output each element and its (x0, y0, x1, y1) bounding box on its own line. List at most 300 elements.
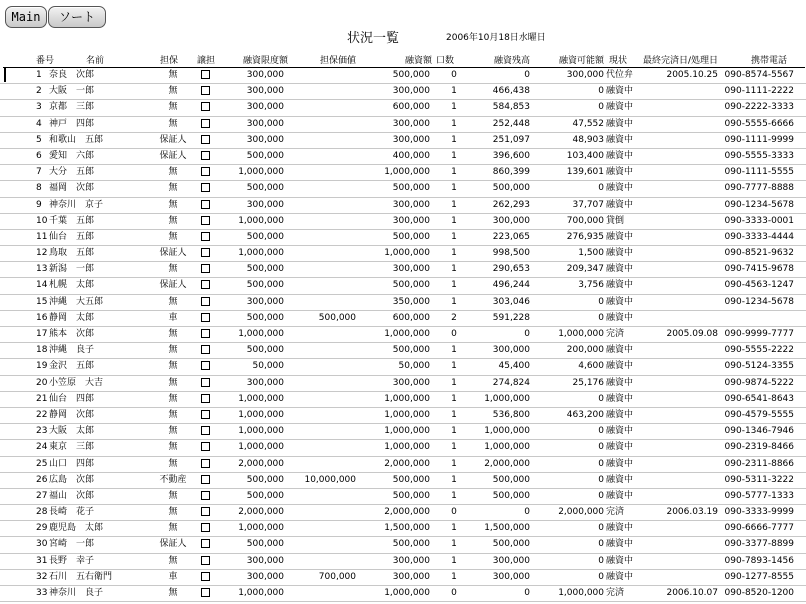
row-phone: 090-7893-1456 (724, 555, 794, 566)
row-count: 1 (451, 150, 457, 161)
row-collateral: 無 (168, 361, 178, 372)
row-name: 金沢 五郎 (49, 361, 95, 372)
row-status: 融資中 (606, 312, 634, 323)
transfer-checkbox[interactable] (201, 394, 210, 403)
row-status: 貸倒 (606, 215, 625, 226)
row-no: 1 (36, 70, 42, 80)
row-limit: 500,000 (246, 150, 284, 161)
table-row[interactable] (0, 586, 806, 602)
transfer-checkbox[interactable] (201, 491, 210, 500)
row-balance: 466,438 (492, 86, 530, 97)
row-limit: 300,000 (246, 86, 284, 97)
table-row[interactable] (0, 230, 806, 246)
row-status: 融資中 (606, 442, 634, 453)
row-limit: 1,000,000 (238, 215, 284, 226)
row-available: 0 (598, 539, 604, 550)
row-balance: 0 (524, 329, 530, 339)
transfer-checkbox[interactable] (201, 167, 210, 176)
row-name: 小笠原 大吉 (49, 377, 104, 388)
row-phone: 090-8521-9632 (724, 248, 794, 259)
row-collateral: 保証人 (159, 248, 187, 259)
row-status: 融資中 (606, 264, 634, 275)
transfer-checkbox[interactable] (201, 475, 210, 484)
row-no: 8 (36, 183, 42, 194)
row-loan: 1,000,000 (384, 393, 430, 404)
row-available: 47,552 (572, 118, 604, 129)
row-collateral: 無 (168, 490, 178, 501)
row-no: 7 (36, 167, 42, 178)
row-collateral: 車 (168, 571, 178, 582)
row-name: 新潟 一郎 (49, 264, 95, 275)
table-row[interactable] (0, 84, 806, 100)
table-row[interactable] (0, 181, 806, 197)
row-balance: 500,000 (492, 474, 530, 485)
row-limit: 500,000 (246, 345, 284, 356)
transfer-checkbox[interactable] (201, 200, 210, 209)
row-phone: 090-3377-8899 (724, 539, 794, 550)
transfer-checkbox[interactable] (201, 135, 210, 144)
header-loan: 融資額 (404, 56, 432, 66)
row-loan: 500,000 (392, 183, 430, 194)
row-phone: 090-1111-5555 (724, 167, 794, 178)
row-status: 融資中 (606, 199, 634, 210)
row-available: 3,756 (578, 280, 604, 291)
row-name: 千葉 五郎 (49, 215, 95, 226)
transfer-checkbox[interactable] (201, 216, 210, 225)
row-available: 0 (598, 312, 604, 323)
row-limit: 500,000 (246, 183, 284, 194)
table-row[interactable] (0, 68, 806, 84)
row-no: 9 (36, 199, 42, 210)
header-available: 融資可能額 (558, 56, 604, 66)
table-row[interactable] (0, 392, 806, 408)
row-balance: 223,065 (492, 231, 530, 242)
table-row[interactable] (0, 457, 806, 473)
row-no: 29 (36, 523, 48, 534)
row-name: 東京 三郎 (49, 442, 95, 453)
row-count: 0 (451, 507, 457, 518)
row-name: 愛知 六郎 (49, 150, 95, 161)
table-row[interactable] (0, 343, 806, 359)
row-count: 1 (451, 571, 457, 582)
row-available: 0 (598, 490, 604, 501)
row-balance: 300,000 (492, 345, 530, 356)
row-name: 和歌山 五郎 (49, 134, 104, 145)
row-loan: 300,000 (392, 555, 430, 566)
row-loan: 500,000 (392, 345, 430, 356)
row-available: 700,000 (566, 215, 604, 226)
page-title: 状況一覧 (347, 31, 400, 46)
table-row[interactable] (0, 278, 806, 294)
row-count: 1 (451, 280, 457, 291)
row-no: 21 (36, 393, 48, 404)
row-phone: 090-1111-2222 (724, 86, 794, 97)
row-status: 融資中 (606, 458, 634, 469)
main-button[interactable]: Main (5, 6, 47, 28)
header-transfer: 譲担 (197, 56, 216, 66)
row-collateral: 無 (168, 102, 178, 113)
row-balance: 860,399 (492, 167, 530, 178)
row-loan: 1,000,000 (384, 442, 430, 453)
row-status: 融資中 (606, 474, 634, 485)
row-status: 融資中 (606, 102, 634, 113)
table-row[interactable] (0, 359, 806, 375)
header-limit: 融資限度額 (242, 56, 288, 66)
row-limit: 1,000,000 (238, 167, 284, 178)
row-balance: 251,097 (492, 134, 530, 145)
row-collateral: 無 (168, 231, 178, 242)
row-collateral: 無 (168, 555, 178, 566)
row-limit: 300,000 (246, 102, 284, 113)
row-available: 1,000,000 (558, 329, 604, 339)
row-no: 3 (36, 102, 42, 113)
row-phone: 090-1111-9999 (724, 134, 794, 145)
report-date: 2006年10月18日水曜日 (446, 33, 546, 43)
table-row[interactable] (0, 214, 806, 230)
table-row[interactable] (0, 327, 806, 343)
row-count: 1 (451, 523, 457, 534)
row-balance: 1,500,000 (484, 523, 530, 534)
row-loan: 300,000 (392, 215, 430, 226)
row-name: 神奈川 良子 (49, 588, 104, 598)
row-loan: 350,000 (392, 296, 430, 307)
row-limit: 1,000,000 (238, 329, 284, 339)
row-count: 1 (451, 361, 457, 372)
row-phone: 090-5311-3222 (724, 474, 794, 485)
row-count: 1 (451, 474, 457, 485)
row-phone: 090-9999-7777 (724, 329, 794, 339)
table-row[interactable] (0, 489, 806, 505)
table-row[interactable] (0, 262, 806, 278)
row-count: 1 (451, 345, 457, 356)
table-row[interactable] (0, 295, 806, 311)
row-collateral: 無 (168, 377, 178, 388)
row-count: 1 (451, 199, 457, 210)
row-no: 31 (36, 555, 48, 566)
table-row[interactable] (0, 133, 806, 149)
row-balance: 591,228 (492, 312, 530, 323)
row-name: 沖縄 大五郎 (49, 296, 104, 307)
row-name: 広島 次郎 (49, 474, 95, 485)
row-balance: 274,824 (492, 377, 530, 388)
transfer-checkbox[interactable] (201, 102, 210, 111)
row-count: 1 (451, 442, 457, 453)
row-status: 融資中 (606, 523, 634, 534)
row-phone: 090-1277-8555 (724, 571, 794, 582)
row-balance: 500,000 (492, 183, 530, 194)
row-limit: 300,000 (246, 199, 284, 210)
row-count: 1 (451, 167, 457, 178)
row-loan: 500,000 (392, 539, 430, 550)
row-limit: 1,000,000 (238, 426, 284, 437)
row-available: 0 (598, 555, 604, 566)
row-phone: 090-8520-1200 (724, 588, 794, 598)
row-limit: 300,000 (246, 571, 284, 582)
transfer-checkbox[interactable] (201, 507, 210, 516)
row-name: 長野 幸子 (49, 555, 95, 566)
row-balance: 300,000 (492, 215, 530, 226)
row-balance: 290,653 (492, 264, 530, 275)
row-no: 14 (36, 280, 48, 291)
row-loan: 400,000 (392, 150, 430, 161)
row-status: 融資中 (606, 118, 634, 129)
row-collateral-value: 500,000 (318, 312, 356, 323)
row-available: 0 (598, 571, 604, 582)
row-phone: 090-1346-7946 (724, 426, 794, 437)
header-name: 名前 (86, 56, 105, 66)
row-phone: 090-3333-9999 (724, 507, 794, 518)
row-limit: 2,000,000 (238, 507, 284, 518)
table-row[interactable] (0, 100, 806, 116)
row-count: 1 (451, 102, 457, 113)
row-available: 139,601 (566, 167, 604, 178)
table-row[interactable] (0, 521, 806, 537)
row-balance: 303,046 (492, 296, 530, 307)
transfer-checkbox[interactable] (201, 345, 210, 354)
row-limit: 500,000 (246, 231, 284, 242)
transfer-checkbox[interactable] (201, 572, 210, 581)
row-name: 沖縄 良子 (49, 345, 95, 356)
row-status: 融資中 (606, 361, 634, 372)
row-limit: 500,000 (246, 539, 284, 550)
row-count: 1 (451, 231, 457, 242)
row-loan: 1,000,000 (384, 329, 430, 339)
table-row[interactable] (0, 424, 806, 440)
row-available: 25,176 (572, 377, 604, 388)
row-name: 仙台 五郎 (49, 231, 95, 242)
row-name: 福山 次郎 (49, 490, 95, 501)
transfer-checkbox[interactable] (201, 378, 210, 387)
row-phone: 090-5124-3355 (724, 361, 794, 372)
row-no: 24 (36, 442, 48, 453)
transfer-checkbox[interactable] (201, 442, 210, 451)
row-phone: 090-7777-8888 (724, 183, 794, 194)
row-phone: 090-5777-1333 (724, 490, 794, 501)
row-status: 融資中 (606, 393, 634, 404)
row-collateral: 保証人 (159, 150, 187, 161)
row-name: 長崎 花子 (49, 507, 95, 518)
row-collateral: 無 (168, 345, 178, 356)
row-phone: 090-2222-3333 (724, 102, 794, 113)
row-status: 融資中 (606, 555, 634, 566)
transfer-checkbox[interactable] (201, 329, 210, 338)
row-status: 融資中 (606, 248, 634, 259)
transfer-checkbox[interactable] (201, 523, 210, 532)
table-row[interactable] (0, 149, 806, 165)
row-phone: 090-5555-2222 (724, 345, 794, 356)
row-status: 融資中 (606, 150, 634, 161)
transfer-checkbox[interactable] (201, 426, 210, 435)
transfer-checkbox[interactable] (201, 556, 210, 565)
row-no: 2 (36, 86, 42, 97)
row-limit: 1,000,000 (238, 523, 284, 534)
row-loan: 300,000 (392, 199, 430, 210)
row-loan: 500,000 (392, 231, 430, 242)
row-limit: 300,000 (246, 296, 284, 307)
row-no: 4 (36, 118, 42, 129)
transfer-checkbox[interactable] (201, 119, 210, 128)
row-balance: 0 (524, 507, 530, 518)
row-available: 276,935 (566, 231, 604, 242)
row-status: 完済 (606, 329, 625, 339)
row-last-date: 2005.09.08 (666, 329, 718, 339)
row-balance: 45,400 (498, 361, 530, 372)
row-balance: 300,000 (492, 555, 530, 566)
row-count: 0 (451, 329, 457, 339)
table-row[interactable] (0, 376, 806, 392)
row-name: 鹿児島 太郎 (49, 523, 104, 534)
header-last-date: 最終完済日/処理日 (643, 56, 719, 66)
row-loan: 1,000,000 (384, 426, 430, 437)
row-collateral: 不動産 (159, 474, 187, 485)
row-no: 11 (36, 231, 48, 242)
transfer-checkbox[interactable] (201, 248, 210, 257)
table-row[interactable] (0, 570, 806, 586)
row-name: 大阪 一郎 (49, 86, 95, 97)
transfer-checkbox[interactable] (201, 70, 210, 79)
row-available: 0 (598, 442, 604, 453)
row-count: 1 (451, 458, 457, 469)
row-phone: 090-8574-5567 (724, 70, 794, 80)
row-count: 1 (451, 426, 457, 437)
row-loan: 1,000,000 (384, 409, 430, 420)
table-row[interactable] (0, 165, 806, 181)
row-balance: 1,000,000 (484, 442, 530, 453)
sort-button[interactable]: ソート (48, 6, 106, 28)
row-count: 1 (451, 377, 457, 388)
row-status: 融資中 (606, 86, 634, 97)
row-collateral: 保証人 (159, 539, 187, 550)
row-name: 熊本 次郎 (49, 329, 95, 339)
row-no: 15 (36, 296, 48, 307)
row-balance: 0 (524, 588, 530, 598)
table-row[interactable] (0, 311, 806, 327)
row-no: 27 (36, 490, 48, 501)
transfer-checkbox[interactable] (201, 313, 210, 322)
row-no: 25 (36, 458, 48, 469)
row-loan: 300,000 (392, 264, 430, 275)
row-collateral: 無 (168, 70, 178, 80)
row-available: 37,707 (572, 199, 604, 210)
row-collateral: 無 (168, 409, 178, 420)
row-available: 1,000,000 (558, 588, 604, 598)
row-count: 0 (451, 588, 457, 598)
row-collateral: 無 (168, 442, 178, 453)
row-phone: 090-6666-7777 (724, 523, 794, 534)
row-status: 完済 (606, 507, 625, 518)
row-no: 17 (36, 329, 48, 339)
row-status: 完済 (606, 588, 625, 598)
row-available: 0 (598, 393, 604, 404)
table-row[interactable] (0, 408, 806, 424)
row-phone: 090-1234-5678 (724, 199, 794, 210)
row-available: 48,903 (572, 134, 604, 145)
row-collateral: 無 (168, 507, 178, 518)
row-limit: 50,000 (252, 361, 284, 372)
row-status: 融資中 (606, 280, 634, 291)
row-limit: 500,000 (246, 264, 284, 275)
row-last-date: 2006.03.19 (666, 507, 718, 518)
transfer-checkbox[interactable] (201, 232, 210, 241)
table-row[interactable] (0, 440, 806, 456)
row-available: 0 (598, 296, 604, 307)
row-no: 19 (36, 361, 48, 372)
row-available: 1,500 (578, 248, 604, 259)
transfer-checkbox[interactable] (201, 86, 210, 95)
row-count: 1 (451, 118, 457, 129)
transfer-checkbox[interactable] (201, 183, 210, 192)
row-phone: 090-6541-8643 (724, 393, 794, 404)
transfer-checkbox[interactable] (201, 459, 210, 468)
row-count: 1 (451, 555, 457, 566)
row-status: 融資中 (606, 571, 634, 582)
row-phone: 090-7415-9678 (724, 264, 794, 275)
transfer-checkbox[interactable] (201, 361, 210, 370)
row-available: 0 (598, 523, 604, 534)
row-collateral: 無 (168, 167, 178, 178)
row-loan: 500,000 (392, 280, 430, 291)
row-phone: 090-2319-8466 (724, 442, 794, 453)
row-count: 1 (451, 490, 457, 501)
header-phone: 携帯電話 (751, 56, 788, 66)
row-status: 融資中 (606, 490, 634, 501)
row-collateral: 無 (168, 458, 178, 469)
header-collateral-value: 担保価値 (319, 56, 356, 66)
table-row[interactable] (0, 537, 806, 553)
row-collateral: 無 (168, 426, 178, 437)
transfer-checkbox[interactable] (201, 280, 210, 289)
table-row[interactable] (0, 198, 806, 214)
row-collateral: 無 (168, 523, 178, 534)
row-limit: 300,000 (246, 118, 284, 129)
row-loan: 500,000 (392, 70, 430, 80)
row-loan: 300,000 (392, 377, 430, 388)
table-row[interactable] (0, 505, 806, 521)
row-collateral: 無 (168, 215, 178, 226)
transfer-checkbox[interactable] (201, 297, 210, 306)
table-row[interactable] (0, 117, 806, 133)
header-collateral: 担保 (160, 56, 179, 66)
table-row[interactable] (0, 554, 806, 570)
transfer-checkbox[interactable] (201, 588, 210, 597)
row-phone: 090-5555-3333 (724, 150, 794, 161)
row-available: 0 (598, 86, 604, 97)
transfer-checkbox[interactable] (201, 264, 210, 273)
table-row[interactable] (0, 473, 806, 489)
row-collateral: 無 (168, 199, 178, 210)
row-loan: 500,000 (392, 490, 430, 501)
transfer-checkbox[interactable] (201, 410, 210, 419)
row-status: 融資中 (606, 183, 634, 194)
row-count: 1 (451, 183, 457, 194)
row-loan: 600,000 (392, 102, 430, 113)
row-limit: 500,000 (246, 490, 284, 501)
row-balance: 396,600 (492, 150, 530, 161)
transfer-checkbox[interactable] (201, 539, 210, 548)
header-count: 口数 (436, 56, 455, 66)
table-row[interactable] (0, 246, 806, 262)
row-loan: 50,000 (398, 361, 430, 372)
row-name: 山口 四郎 (49, 458, 95, 469)
row-count: 1 (451, 248, 457, 259)
row-name: 静岡 太郎 (49, 312, 95, 323)
row-collateral: 無 (168, 393, 178, 404)
row-balance: 1,000,000 (484, 393, 530, 404)
transfer-checkbox[interactable] (201, 151, 210, 160)
status-table (0, 68, 806, 602)
row-no: 23 (36, 426, 48, 437)
row-status: 融資中 (606, 167, 634, 178)
